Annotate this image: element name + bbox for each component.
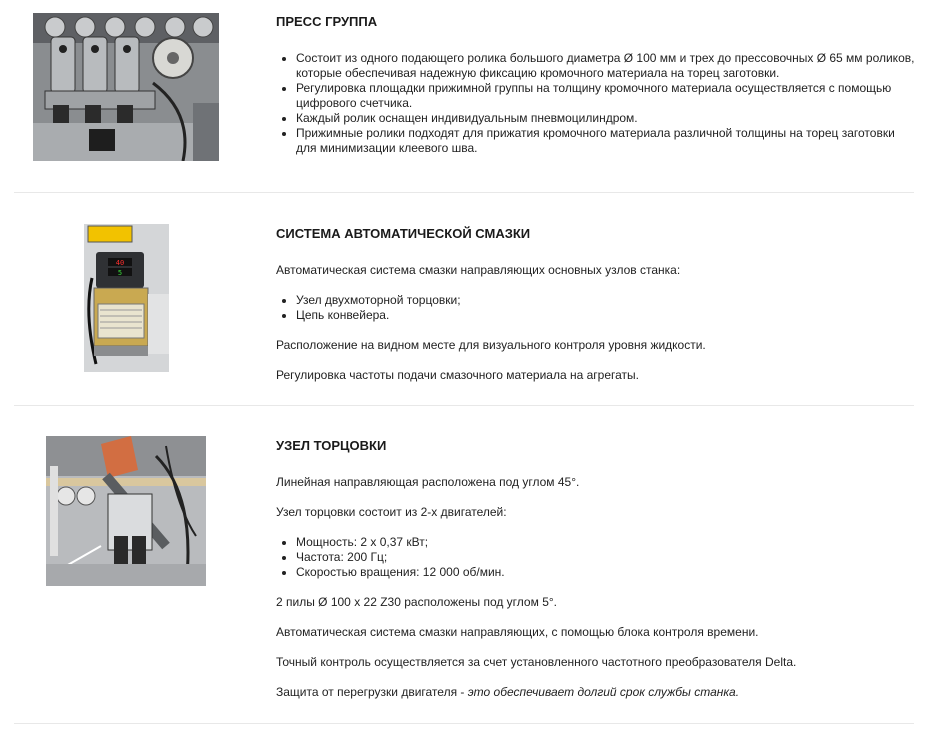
lubrication-intro: Автоматическая система смазки направляющих основных узлов станка: <box>276 263 681 277</box>
end-trimming-paragraph <box>276 685 916 700</box>
list-item: • Каждый ролик оснащен индивидуальным пневмоцилиндром. <box>296 111 916 126</box>
lubrication-paragraph: Расположение на видном месте для визуального контроля уровня жидкости. <box>276 338 706 352</box>
end-trimming-photo <box>46 436 206 586</box>
overload-protection-benefit: это обеспечивает долгий срок службы станка. <box>467 685 740 699</box>
press-rollers-image <box>33 13 219 161</box>
press-group-list <box>296 51 916 156</box>
lubrication-title: СИСТЕМА АВТОМАТИЧЕСКОЙ СМАЗКИ <box>276 226 531 241</box>
divider <box>14 405 914 406</box>
list-item: • Прижимные ролики подходят для прижатия кромочного материала различной толщины на торец заготовки для минимизации клеевого шва. <box>296 126 916 156</box>
divider <box>14 723 914 724</box>
end-trimming-paragraph: Узел торцовки состоит из 2-х двигателей: <box>276 505 507 519</box>
divider <box>14 192 914 193</box>
press-group-photo <box>33 13 219 161</box>
press-group-title: ПРЕСС ГРУППА <box>276 14 378 29</box>
end-trimming-list <box>296 535 916 580</box>
list-item: • Скоростью вращения: 12 000 об/мин. <box>296 565 916 580</box>
list-item: • Состоит из одного подающего ролика большого диаметра Ø 100 мм и трех до прессовочных Ø 65 мм роликов, которые обеспечивая надежную фиксацию кромочного материала на торец заготовки. <box>296 51 916 81</box>
list-item: • Мощность: 2 х 0,37 кВт; <box>296 535 916 550</box>
lubrication-list <box>296 293 916 323</box>
lubrication-photo <box>84 224 169 372</box>
list-item: • Цепь конвейера. <box>296 308 916 323</box>
pump-display-temp: 40 <box>115 259 125 267</box>
list-item: • Частота: 200 Гц; <box>296 550 916 565</box>
end-trimming-paragraph: Точный контроль осуществляется за счет установленного частотного преобразователя Delta. <box>276 655 797 669</box>
lubrication-pump-image <box>84 224 169 372</box>
end-trimming-paragraph: 2 пилы Ø 100 х 22 Z30 расположены под углом 5°. <box>276 595 557 609</box>
lubrication-paragraph: Регулировка частоты подачи смазочного материала на агрегаты. <box>276 368 639 382</box>
list-item: • Регулировка площадки прижимной группы на толщину кромочного материала осуществляется с помощью цифрового счетчика. <box>296 81 916 111</box>
end-trimming-title: УЗЕЛ ТОРЦОВКИ <box>276 438 387 453</box>
overload-protection-text: Защита от перегрузки двигателя - <box>276 685 468 699</box>
end-trimming-paragraph: Линейная направляющая расположена под углом 45°. <box>276 475 580 489</box>
end-trimming-image <box>46 436 206 586</box>
list-item: • Узел двухмоторной торцовки; <box>296 293 916 308</box>
end-trimming-paragraph: Автоматическая система смазки направляющих, с помощью блока контроля времени. <box>276 625 759 639</box>
pump-display-time: 5 <box>117 269 123 277</box>
